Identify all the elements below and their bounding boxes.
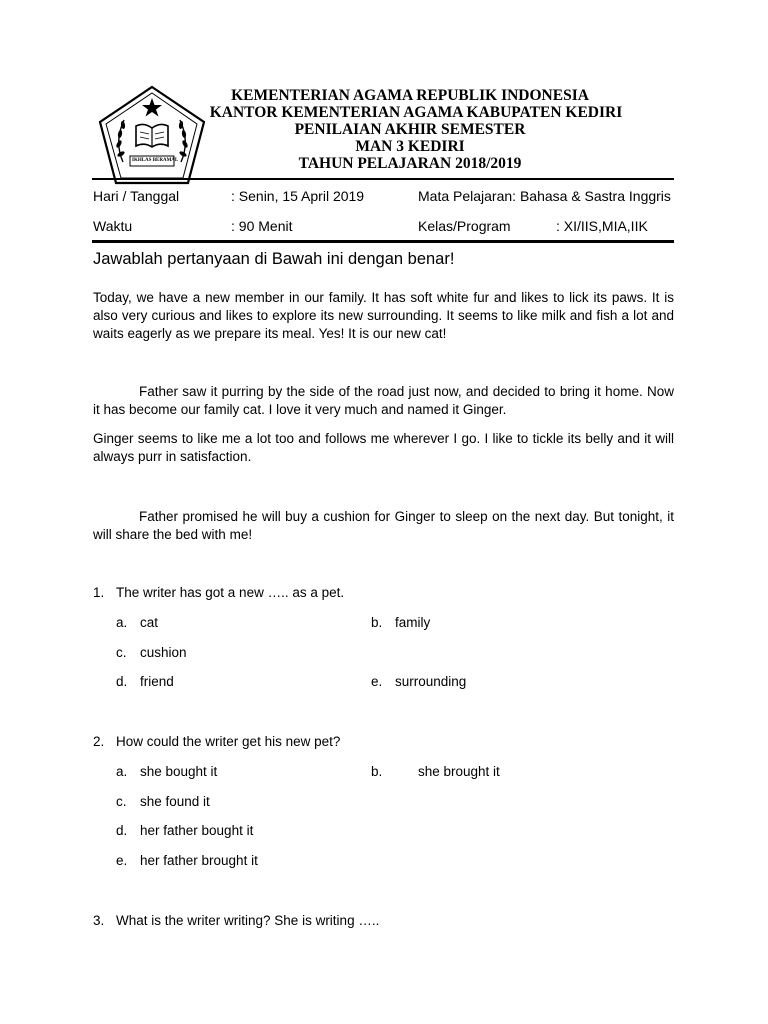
- header-academic-year: TAHUN PELAJARAN 2018/2019: [298, 155, 522, 172]
- option-text: friend: [140, 674, 174, 689]
- option-2c[interactable]: [116, 794, 210, 810]
- option-text: her father bought it: [140, 823, 254, 838]
- passage-paragraph-3: Ginger seems to like me a lot too and follows me wherever I go. I like to tickle its belly and it will always purr in satisfaction.: [93, 431, 674, 464]
- option-letter: c.: [116, 645, 127, 660]
- day-label: Hari / Tanggal: [93, 188, 180, 204]
- header-office: KANTOR KEMENTERIAN AGAMA KABUPATEN KEDIRI: [209, 104, 623, 121]
- option-letter: b.: [371, 764, 383, 779]
- option-letter: c.: [116, 794, 127, 809]
- day-value: : Senin, 15 April 2019: [231, 188, 365, 204]
- question-text: How could the writer get his new pet?: [116, 734, 341, 749]
- option-2b[interactable]: [371, 764, 500, 780]
- question-number: 1.: [93, 585, 105, 600]
- option-text: her father brought it: [140, 853, 258, 868]
- instruction-text: Jawablah pertanyaan di Bawah ini dengan benar!: [93, 250, 455, 268]
- option-letter: a.: [116, 615, 128, 630]
- option-text: surrounding: [395, 674, 467, 689]
- option-text: cat: [140, 615, 159, 630]
- passage-paragraph-4: Father promised he will buy a cushion for Ginger to sleep on the next day. But tonight, it will share the bed with me!: [93, 509, 674, 542]
- question-1: [93, 585, 344, 601]
- header-exam-title: PENILAIAN AKHIR SEMESTER: [294, 121, 526, 138]
- option-text: she brought it: [418, 764, 500, 779]
- option-2d[interactable]: [116, 823, 253, 839]
- option-1c[interactable]: [116, 645, 187, 661]
- header-ministry: KEMENTERIAN AGAMA REPUBLIK INDONESIA: [231, 87, 589, 104]
- time-label: Waktu: [93, 218, 133, 234]
- question-2: [93, 734, 340, 750]
- option-letter: b.: [371, 615, 383, 630]
- option-2e[interactable]: [116, 853, 258, 869]
- time-value: : 90 Menit: [231, 218, 293, 234]
- option-1d[interactable]: [116, 674, 174, 690]
- option-text: she found it: [140, 794, 210, 809]
- passage-paragraph-2: Father saw it purring by the side of the road just now, and decided to bring it home. Now it has become our family cat. I love it very much and named it Ginger.: [93, 384, 674, 417]
- passage-paragraph-1: Today, we have a new member in our family. It has soft white fur and likes to lick its paws. It is also very curious and likes to explore its new surrounding. It seems to like milk and fish a lot and waits eagerly as we prepare its meal. Yes! It is our new cat!: [93, 290, 674, 341]
- option-1e[interactable]: [371, 674, 466, 690]
- option-text: she bought it: [140, 764, 218, 779]
- question-text: What is the writer writing? She is writing …..: [116, 913, 380, 928]
- question-number: 3.: [93, 913, 105, 928]
- class-value: : XI/IIS,MIA,IIK: [556, 218, 648, 234]
- option-letter: d.: [116, 674, 128, 689]
- option-1b[interactable]: [371, 615, 430, 631]
- option-letter: a.: [116, 764, 128, 779]
- question-number: 2.: [93, 734, 105, 749]
- header-divider-top: [92, 178, 674, 180]
- option-2a[interactable]: [116, 764, 217, 780]
- option-letter: d.: [116, 823, 128, 838]
- header-divider-bottom: [92, 240, 674, 243]
- option-1a[interactable]: [116, 615, 158, 631]
- subject-label: Mata Pelajaran: Bahasa & Sastra Inggris: [418, 188, 671, 204]
- option-text: family: [395, 615, 431, 630]
- option-text: cushion: [140, 645, 187, 660]
- question-text: The writer has got a new ….. as a pet.: [116, 585, 345, 600]
- class-label: Kelas/Program: [418, 218, 511, 234]
- header-school: MAN 3 KEDIRI: [355, 138, 465, 155]
- ministry-logo: [96, 84, 208, 188]
- option-letter: e.: [116, 853, 128, 868]
- logo-motto: IKHLAS BERAMAL: [132, 158, 179, 163]
- question-3: [93, 913, 379, 929]
- option-letter: e.: [371, 674, 383, 689]
